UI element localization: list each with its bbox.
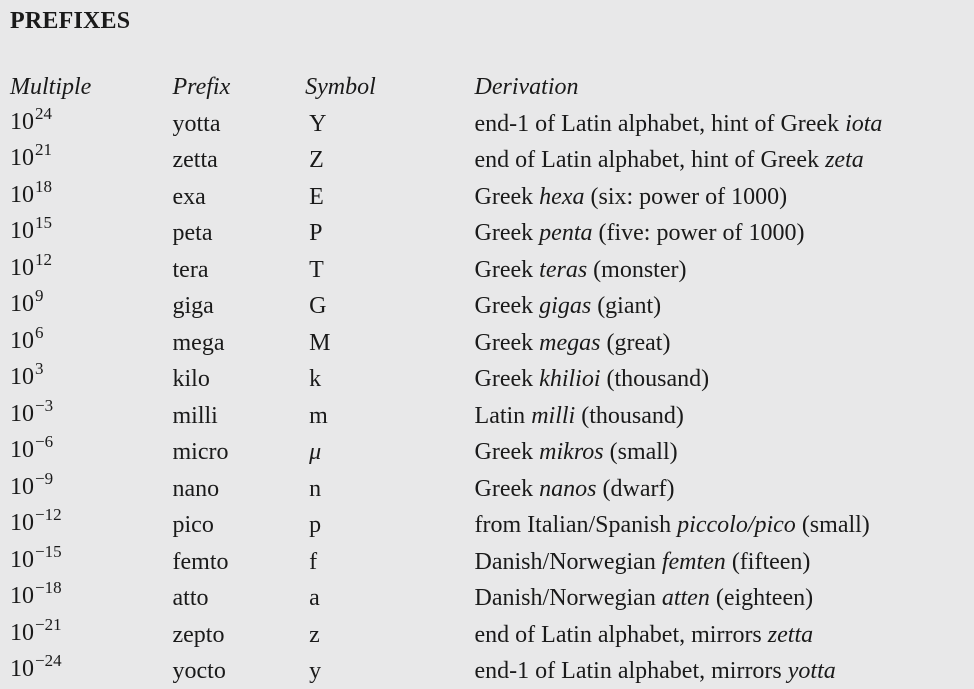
multiple-exponent: −21 [35,614,62,634]
derivation-text: Danish/Norwegian [474,585,662,611]
derivation-cell [475,251,974,288]
table-row [10,433,974,470]
derivation-cell [475,141,974,178]
prefix-cell: tera [172,256,209,283]
prefix-table [10,70,974,689]
prefix-cell: zepto [172,621,225,648]
multiple-base: 10 [10,291,34,317]
derivation-cell [475,214,974,251]
multiple-base: 10 [10,145,34,171]
multiple-base: 10 [10,510,34,536]
prefix-cell: yocto [172,658,226,684]
multiple-cell [10,324,173,361]
table-row [10,105,974,142]
multiple-base: 10 [10,218,34,244]
derivation-cell [475,616,974,653]
multiple-base: 10 [10,473,34,500]
symbol-cell: p [309,512,322,538]
prefix-cell: zetta [172,147,218,173]
multiple-cell [10,543,173,580]
multiple-exponent: −6 [35,432,54,451]
multiple-cell [10,470,173,507]
multiple-cell [10,433,173,470]
multiple-cell [10,287,173,324]
multiple-cell [10,214,173,251]
derivation-italic: milli [531,402,576,429]
prefix-cell: femto [172,548,229,575]
derivation-text: end of Latin alphabet, hint of Greek [474,147,826,173]
multiple-exponent: 21 [35,140,52,159]
derivation-text-after: (eighteen) [709,585,814,611]
header-derivation: Derivation [474,74,579,100]
multiple-exponent: −18 [35,578,62,597]
multiple-exponent: −24 [35,651,62,670]
derivation-text: end of Latin alphabet, mirrors [474,621,768,648]
multiple-cell [10,178,173,215]
multiple-base: 10 [10,108,34,135]
multiple-cell [10,506,173,543]
symbol-cell: a [309,585,320,611]
symbol-cell: T [309,256,324,283]
derivation-text-after: (fifteen) [725,548,811,575]
table-row [10,470,974,507]
symbol-cell: n [309,475,322,502]
derivation-cell [475,652,974,689]
table-row [10,397,974,434]
symbol-cell: z [309,621,320,648]
derivation-text: Greek [474,475,540,502]
derivation-text-after: (thousand) [575,402,684,429]
derivation-italic: megas [539,329,601,356]
derivation-italic: teras [539,256,588,283]
multiple-base: 10 [10,254,34,281]
multiple-base: 10 [10,619,34,646]
derivation-cell [475,543,974,580]
derivation-text: Greek [474,329,540,356]
multiple-base: 10 [10,437,34,463]
table-row [10,141,974,178]
derivation-cell [475,324,974,361]
multiple-base: 10 [10,656,34,682]
derivation-cell [475,287,974,324]
table-row [10,178,974,215]
prefix-cell: kilo [172,366,210,392]
multiple-exponent: −9 [35,468,54,488]
symbol-cell: k [309,366,322,392]
table-row [10,506,974,543]
multiple-base: 10 [10,583,34,609]
multiple-base: 10 [10,364,34,390]
multiple-exponent: −15 [35,541,62,561]
multiple-cell [10,652,173,689]
multiple-base: 10 [10,181,34,208]
derivation-italic: zetta [767,621,814,648]
multiple-base: 10 [10,327,34,354]
table-row [10,324,974,361]
symbol-cell: M [309,329,331,356]
table-row [10,214,974,251]
derivation-text-after: (thousand) [600,366,710,392]
derivation-italic: atten [661,585,710,611]
derivation-cell [475,506,974,543]
multiple-cell [10,397,173,434]
derivation-text: Greek [474,366,540,392]
derivation-text: end-1 of Latin alphabet, mirrors [474,658,788,684]
table-row [10,616,974,653]
table-row [10,287,974,324]
derivation-text-after: (monster) [587,256,687,283]
symbol-cell: Y [309,110,327,137]
derivation-italic: nanos [539,475,597,502]
multiple-base: 10 [10,546,34,573]
prefix-cell: milli [172,402,218,429]
derivation-text: Danish/Norwegian [474,548,662,575]
derivation-italic: piccolo/pico [677,512,796,538]
multiple-cell [10,251,173,288]
table-row [10,579,974,616]
header-prefix: Prefix [172,74,231,100]
prefix-cell: micro [172,439,229,465]
derivation-italic: iota [845,110,883,137]
derivation-text: from Italian/Spanish [474,512,678,538]
derivation-italic: khilioi [539,366,601,392]
header-row [10,70,974,105]
derivation-italic: mikros [539,439,604,465]
multiple-cell [10,360,173,397]
symbol-cell: E [309,183,324,210]
multiple-exponent: 9 [35,286,44,305]
multiple-exponent: −3 [35,395,54,415]
prefix-cell: peta [172,220,213,246]
multiple-exponent: −12 [35,505,62,524]
derivation-italic: yotta [787,658,836,684]
derivation-cell [475,105,974,142]
derivation-italic: penta [539,220,593,246]
derivation-text: Latin [474,402,532,429]
symbol-cell: f [309,548,318,575]
prefix-cell: exa [172,183,206,210]
derivation-italic: zeta [825,147,864,173]
symbol-cell: P [309,220,323,246]
multiple-cell [10,141,173,178]
derivation-text-after: (small) [603,439,678,465]
multiple-exponent: 12 [35,249,52,269]
table-row [10,360,974,397]
derivation-italic: femten [661,548,726,575]
multiple-exponent: 24 [35,103,52,123]
derivation-cell [475,470,974,507]
multiple-cell [10,616,173,653]
symbol-cell: y [309,658,322,684]
multiple-cell [10,579,173,616]
symbol-cell: m [309,402,328,429]
derivation-text-after: (six: power of 1000) [584,183,788,210]
derivation-text: Greek [474,220,540,246]
header-symbol: Symbol [305,74,376,100]
derivation-text: Greek [474,293,540,319]
prefix-cell: pico [172,512,214,538]
derivation-text: Greek [474,439,540,465]
prefix-cell: atto [172,585,209,611]
multiple-exponent: 6 [35,322,44,342]
table-row [10,543,974,580]
page-title: PREFIXES [10,8,131,34]
derivation-cell [475,178,974,215]
derivation-text-after: (small) [795,512,870,538]
derivation-cell [475,433,974,470]
derivation-text: Greek [474,256,540,283]
derivation-text: Greek [474,183,540,210]
derivation-italic: gigas [539,293,592,319]
multiple-exponent: 3 [35,359,44,378]
symbol-cell: Z [309,147,324,173]
prefix-cell: giga [172,293,214,319]
symbol-cell: G [309,293,327,319]
header-multiple: Multiple [10,74,92,100]
table-row [10,652,974,689]
symbol-cell: μ [309,439,322,465]
multiple-exponent: 18 [35,176,52,196]
derivation-cell [475,579,974,616]
multiple-base: 10 [10,400,34,427]
multiple-exponent: 15 [35,213,52,232]
derivation-italic: hexa [539,183,585,210]
prefix-cell: yotta [172,110,221,137]
prefix-cell: nano [172,475,220,502]
derivation-text-after: (giant) [591,293,662,319]
derivation-text-after: (great) [600,329,671,356]
table-row [10,251,974,288]
derivation-cell [475,360,974,397]
derivation-text-after: (dwarf) [596,475,675,502]
derivation-cell [475,397,974,434]
prefix-cell: mega [172,329,225,356]
multiple-cell [10,105,173,142]
derivation-text-after: (five: power of 1000) [592,220,805,246]
derivation-text: end-1 of Latin alphabet, hint of Greek [474,110,846,137]
